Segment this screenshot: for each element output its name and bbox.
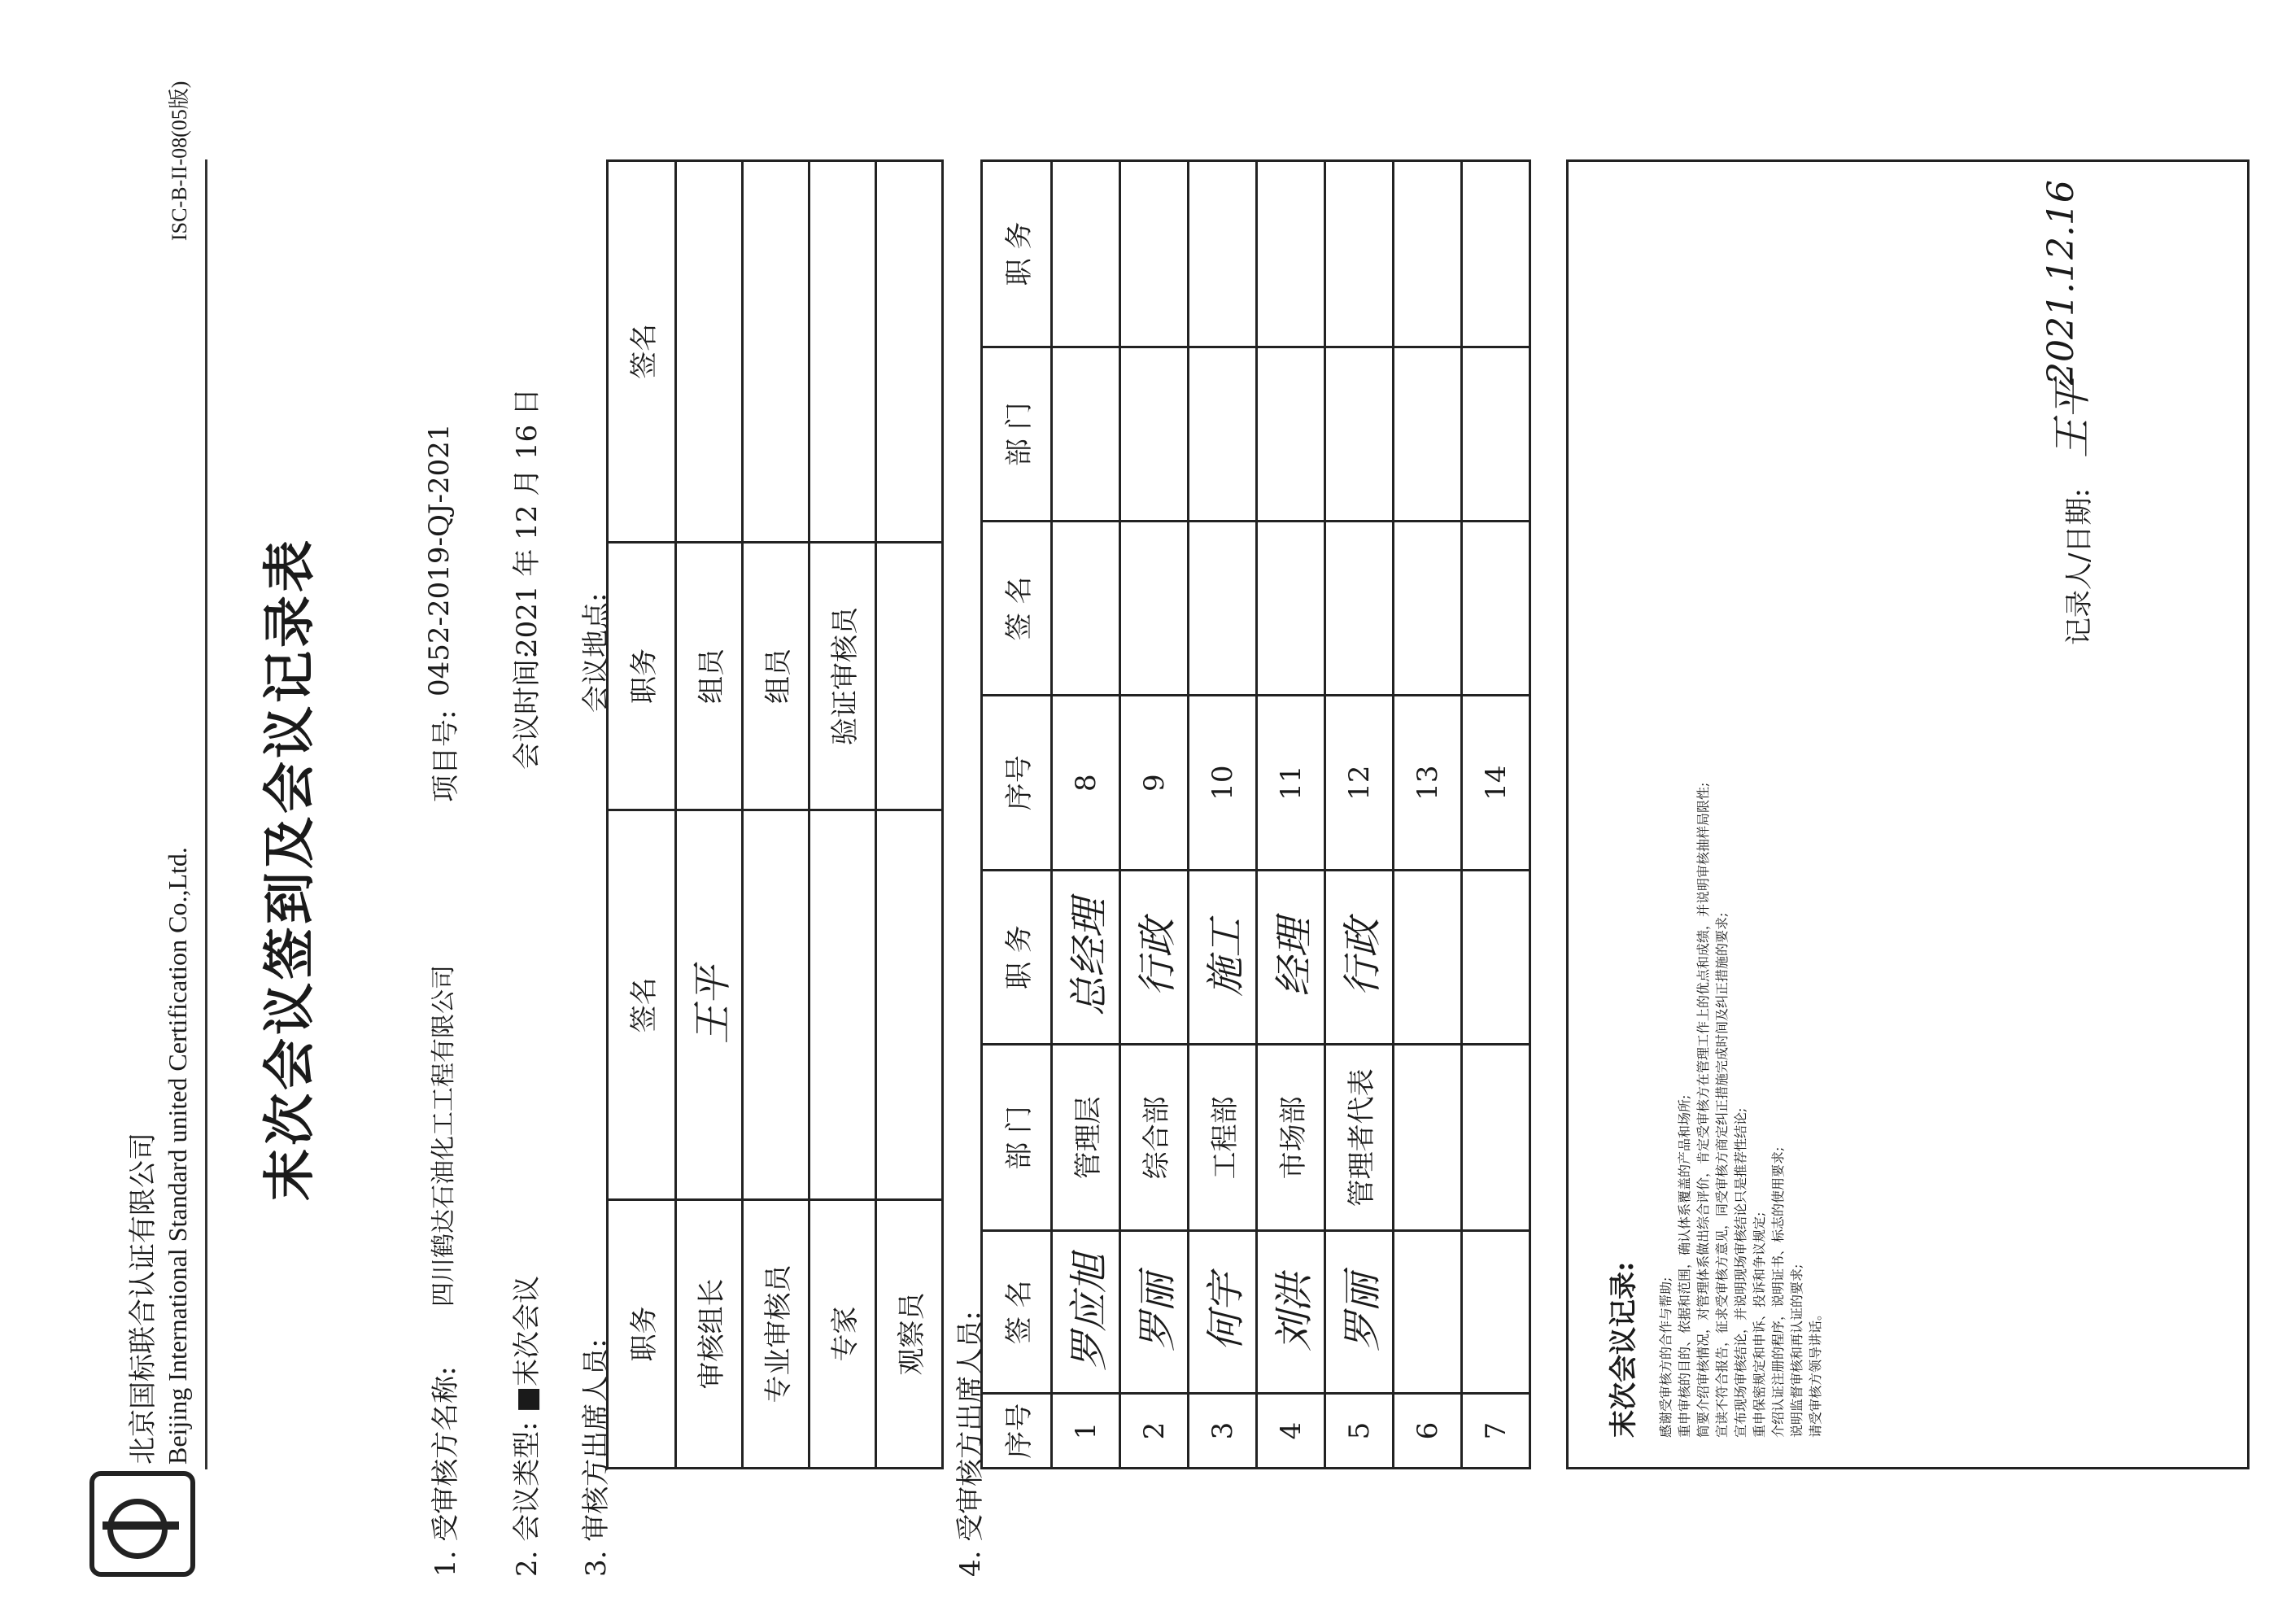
attendee-position: 行政 xyxy=(1325,870,1394,1045)
auditee-attendees-label: 4. 受审核方出席人员: xyxy=(954,1311,987,1577)
audit-team-role: 审核组长 xyxy=(676,1200,743,1469)
attendee-department xyxy=(1462,1045,1530,1231)
attendee-department xyxy=(1462,347,1530,521)
audit-team-role: 专家 xyxy=(809,1200,876,1469)
attendee-department xyxy=(1325,347,1394,521)
audit-team-signature xyxy=(743,810,809,1200)
attendee-number: 9 xyxy=(1120,696,1189,870)
project-label: 项目号: xyxy=(430,709,462,802)
attendee-number: 8 xyxy=(1052,696,1120,870)
attendee-department: 综合部 xyxy=(1120,1045,1189,1231)
attendee-signature xyxy=(1462,522,1530,696)
project-value: 0452-2019-QJ-2021 xyxy=(423,423,456,696)
notes-list xyxy=(1656,191,1824,1438)
audit-team-role: 验证审核员 xyxy=(809,542,876,810)
company-logo-icon xyxy=(89,1471,195,1577)
audit-team-signature xyxy=(876,810,943,1200)
attendee-number: 12 xyxy=(1325,696,1394,870)
meeting-place-label: 会议地点: xyxy=(580,592,613,713)
attendee-position xyxy=(1120,161,1189,347)
attendee-department: 工程部 xyxy=(1189,1045,1257,1231)
attendee-signature xyxy=(1394,1231,1462,1394)
attendee-department xyxy=(1394,1045,1462,1231)
attendee-number: 1 xyxy=(1052,1394,1120,1469)
attendee-number: 3 xyxy=(1189,1394,1257,1469)
audit-team-table xyxy=(606,159,944,1469)
attendee-number: 11 xyxy=(1257,696,1325,870)
attendee-position xyxy=(1394,161,1462,347)
audit-team-header: 职务 xyxy=(608,542,676,810)
notes-heading: 末次会议记录: xyxy=(1608,1261,1640,1438)
attendee-number: 2 xyxy=(1120,1394,1189,1469)
recorder-signature: 王平 xyxy=(2049,379,2095,458)
audit-team-signature xyxy=(809,810,876,1200)
meeting-time-value: 2021 年 12 月 16 日 xyxy=(511,387,543,656)
attendee-position xyxy=(1052,161,1120,347)
audit-team-role: 专业审核员 xyxy=(743,1200,809,1469)
attendee-signature: 何宇 xyxy=(1189,1231,1257,1394)
company-name-en: Beijing International Standard united Certification Co.,Ltd. xyxy=(163,847,192,1465)
meeting-type-label: 2. 会议类型: xyxy=(511,1421,543,1577)
attendees-header: 序号 xyxy=(982,696,1052,870)
attendees-header: 签 名 xyxy=(982,522,1052,696)
attendee-signature: 罗应旭 xyxy=(1052,1231,1120,1394)
audit-team-label: 3. 审核方出席人员: xyxy=(580,1338,613,1577)
attendee-department xyxy=(1257,347,1325,521)
notes-item: 介绍认证注册的程序，说明证书、标志的使用要求; xyxy=(1770,1146,1786,1438)
auditee-label: 1. 受审核方名称: xyxy=(430,1366,462,1577)
audit-team-signature xyxy=(743,161,809,543)
attendee-department xyxy=(1189,347,1257,521)
attendee-number: 13 xyxy=(1394,696,1462,870)
attendee-signature xyxy=(1189,522,1257,696)
attendee-department xyxy=(1394,347,1462,521)
attendee-position xyxy=(1394,870,1462,1045)
attendee-position: 总经理 xyxy=(1052,870,1120,1045)
company-name-cn: 北京国标联合认证有限公司 xyxy=(127,1133,159,1465)
header-divider xyxy=(205,159,207,1469)
meeting-time-label: 会议时间: xyxy=(511,649,543,770)
recorder-label: 记录人/日期: xyxy=(2063,488,2096,645)
attendee-signature xyxy=(1325,522,1394,696)
meeting-notes-box xyxy=(1566,159,2250,1469)
audit-team-role xyxy=(876,542,943,810)
attendees-header: 部 门 xyxy=(982,347,1052,521)
notes-item: 宣布现场审核结论，并说明现场审核结论只是推荐性结论; xyxy=(1733,1107,1748,1438)
audit-team-header: 签名 xyxy=(608,161,676,543)
auditee-value: 四川鹤达石油化工工程有限公司 xyxy=(430,965,458,1307)
notes-item: 宣读不符合报告，征求受审核方意见，同受审核方商定纠正措施完成时间及纠正措施的要求; xyxy=(1714,912,1730,1438)
audit-team-role: 组员 xyxy=(743,542,809,810)
attendee-position xyxy=(1462,870,1530,1045)
audit-team-header: 职务 xyxy=(608,1200,676,1469)
attendee-signature xyxy=(1120,522,1189,696)
attendee-signature: 刘洪 xyxy=(1257,1231,1325,1394)
page-title: 末次会议签到及会议记录表 xyxy=(260,537,321,1201)
notes-item: 重申保密规定和申诉、投诉和争议规定; xyxy=(1752,1211,1767,1438)
attendee-department: 市场部 xyxy=(1257,1045,1325,1231)
attendees-header: 职 务 xyxy=(982,161,1052,347)
audit-team-role: 组员 xyxy=(676,542,743,810)
notes-item: 简要介绍审核情况，对管理体系做出综合评价，肯定受审核方在管理工作上的优点和成绩，并说明审核抽样局限性; xyxy=(1695,782,1711,1438)
attendee-signature: 罗丽 xyxy=(1325,1231,1394,1394)
notes-item: 重申审核的目的、依据和范围，确认体系覆盖的产品和场所; xyxy=(1677,1094,1692,1438)
attendee-number: 5 xyxy=(1325,1394,1394,1469)
audit-team-role: 观察员 xyxy=(876,1200,943,1469)
attendee-signature xyxy=(1462,1231,1530,1394)
audit-team-signature xyxy=(676,161,743,543)
attendee-number: 10 xyxy=(1189,696,1257,870)
attendee-signature: 罗丽 xyxy=(1120,1231,1189,1394)
attendee-position: 行政 xyxy=(1120,870,1189,1045)
attendee-number: 14 xyxy=(1462,696,1530,870)
attendees-header: 部 门 xyxy=(982,1045,1052,1231)
recorder-date: 2021.12.16 xyxy=(2040,180,2082,385)
audit-team-signature xyxy=(809,161,876,543)
attendees-header: 职 务 xyxy=(982,870,1052,1045)
attendees-table xyxy=(980,159,1531,1469)
attendee-position xyxy=(1189,161,1257,347)
notes-item: 感谢受审核方的合作与帮助; xyxy=(1658,1277,1674,1438)
attendee-department: 管理者代表 xyxy=(1325,1045,1394,1231)
attendee-department xyxy=(1052,347,1120,521)
attendee-position xyxy=(1325,161,1394,347)
notes-item: 请受审核方领导讲话。 xyxy=(1808,1307,1823,1438)
attendee-department xyxy=(1120,347,1189,521)
attendee-signature xyxy=(1052,522,1120,696)
meeting-type-value: ■末次会议 xyxy=(511,1275,543,1412)
attendees-header: 序号 xyxy=(982,1394,1052,1469)
attendee-position: 施工 xyxy=(1189,870,1257,1045)
attendees-header: 签 名 xyxy=(982,1231,1052,1394)
attendee-number: 7 xyxy=(1462,1394,1530,1469)
form-code: ISC-B-II-08(05版) xyxy=(168,81,191,241)
attendee-number: 6 xyxy=(1394,1394,1462,1469)
attendee-number: 4 xyxy=(1257,1394,1325,1469)
notes-item: 说明监督审核和再认证的要求; xyxy=(1789,1264,1804,1438)
attendee-signature xyxy=(1257,522,1325,696)
attendee-department: 管理层 xyxy=(1052,1045,1120,1231)
attendee-position: 经理 xyxy=(1257,870,1325,1045)
audit-team-signature xyxy=(876,161,943,543)
audit-team-header: 签名 xyxy=(608,810,676,1200)
attendee-position xyxy=(1462,161,1530,347)
audit-team-signature: 王平 xyxy=(676,810,743,1200)
attendee-position xyxy=(1257,161,1325,347)
attendee-signature xyxy=(1394,522,1462,696)
